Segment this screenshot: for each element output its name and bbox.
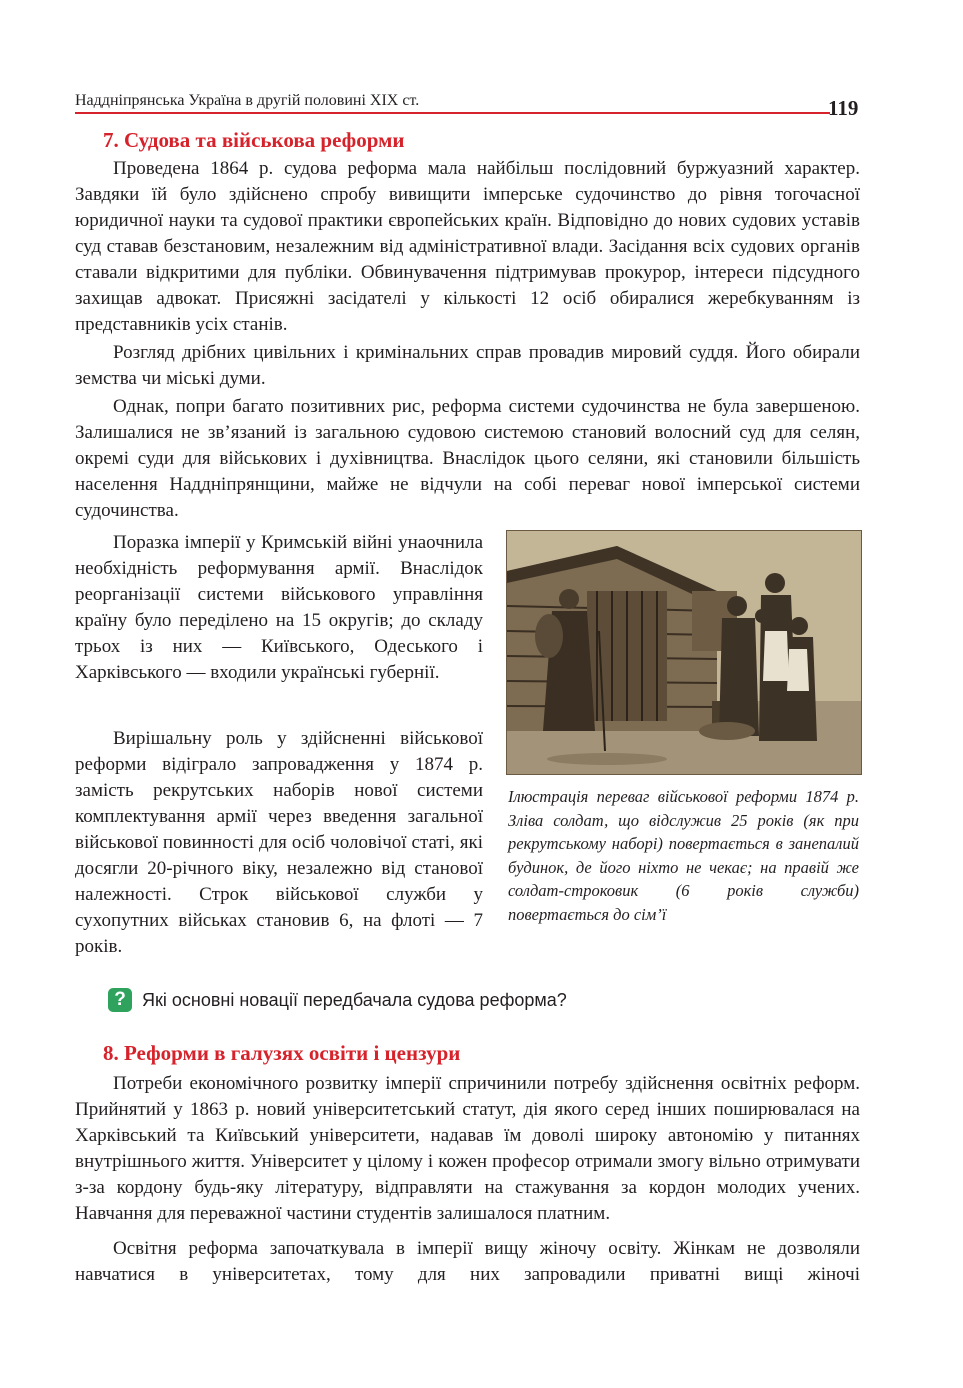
review-question-text: Які основні новації передбачала судова реформа? xyxy=(142,990,567,1010)
running-header xyxy=(75,90,830,114)
illustration-drawing xyxy=(507,531,861,774)
soldier-illustration xyxy=(506,530,862,775)
header-divider xyxy=(75,112,830,114)
section-8-paragraph-2: Освітня реформа започаткувала в імперії вищу жіночу освіту. Жінкам не дозволяли навчатися в університетах, тому для них запровадили приватні вищі жіночі xyxy=(75,1238,860,1285)
section-7-paragraph-5: Вирішальну роль у здійсненні військової реформи відіграло запровадження у 1874 р. замість рекрутських наборів нової системи комплектування армії через введення загальної військової повинності для осіб чоловічої статі, які досягли 20-річного віку, незалежно від станової належності. Строк військової служби у сухопутних військах становив 6, на флоті — 7 років. xyxy=(75,728,483,957)
section-7-paragraph-1: Проведена 1864 р. судова реформа мала найбільш послідовний буржуазний характер. Завдяки їй було здійснено спробу вивищити імперське судочинство до рівня тогочасної юридичної науки та судової практики європейських країн. Відповідно до нових судових уставів суд ставав безстановим, незалежним від адміністративної влади. Засідання всіх судових органів ставали відкритими для публіки. Обвинувачення підтримував прокурор, інтереси підсудного захищав адвокат. Присяжні засідателі у кількості 12 осіб обиралися жеребкуванням із представників усіх станів. xyxy=(75,158,860,335)
section-7-paragraph-2: Розгляд дрібних цивільних і кримінальних справ провадив мировий суддя. Його обирали земства чи міські думи. xyxy=(75,342,860,389)
page-number: 119 xyxy=(828,96,859,120)
question-icon: ? xyxy=(108,988,132,1012)
section-8-paragraph-1: Потреби економічного розвитку імперії спричинили потребу здійснення освітніх реформ. Прийнятий у 1863 р. новий університетський статут, дія якого серед інших поширювалася на Харківський та Київський університети, надавав їм доволі широку автономію у питаннях внутрішнього життя. Університет у цілому і кожен професор отримали змогу вільно отримувати з-за кордону будь-яку літературу, відправляти на стажування за кордон молодих учених. Навчання для переважної частини студентів залишалося платним. xyxy=(75,1073,860,1224)
section-7-heading: 7. Судова та військова реформи xyxy=(103,128,405,152)
illustration-caption: Ілюстрація переваг військової реформи 1874 р. Зліва солдат, що відслужив 25 років (як при рекрутському наборі) повертається в занепалий будинок, де його ніхто не чекає; на правій же солдат-строковик (6 років служби) повертається до сім’ї xyxy=(508,787,859,924)
section-7-paragraph-3: Однак, попри багато позитивних рис, реформа системи судочинства не була завершеною. Залишалися не зв’язаний із загальною судовою системою становий волосний суд для селян, окремі суди для військових і духівництва. Внаслідок цього селяни, які становили більшість населення Наддніпрянщини, майже не відчули на собі переваг нової імперської системи судочинства. xyxy=(75,396,860,521)
section-7-paragraph-4: Поразка імперії у Кримській війні унаочнила необхідність реформування армії. Внаслідок реорганізації системи військового управління країну було переділено на 15 округів; до складу трьох із них — Київського, Одеського і Харківського — входили українські губернії. xyxy=(75,532,483,683)
running-header-title: Наддніпрянська Україна в другій половині ХІХ ст. xyxy=(75,92,420,109)
section-8-heading: 8. Реформи в галузях освіти і цензури xyxy=(103,1041,461,1065)
